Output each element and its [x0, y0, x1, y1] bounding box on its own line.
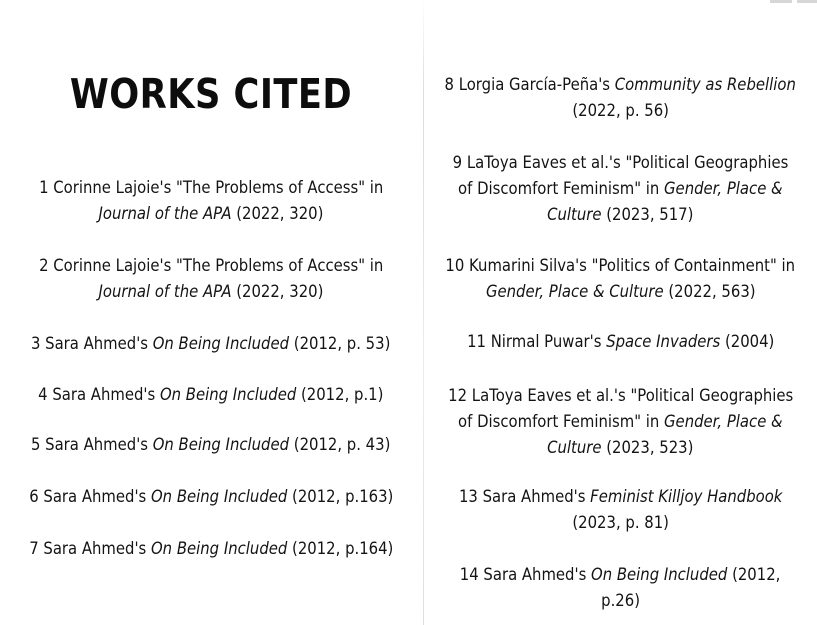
- citation-text: Sara Ahmed's: [43, 539, 151, 558]
- citation-source-title: On Being Included: [160, 385, 297, 404]
- citation-entry: [0, 253, 422, 305]
- citation-text: Sara Ahmed's: [483, 565, 592, 584]
- citation-source-title: Culture: [547, 438, 602, 457]
- citation-text: (2022, 320): [231, 204, 324, 223]
- citation-source-title: Gender, Place & Culture: [485, 282, 664, 301]
- citation-text: (2023, p. 81): [572, 513, 669, 532]
- citation-text: of Discomfort Feminism" in: [458, 179, 665, 198]
- citation-line: [459, 484, 782, 510]
- citation-entry: [0, 175, 422, 227]
- citation-entry: [424, 383, 817, 461]
- citation-line: [445, 72, 796, 98]
- citation-text: (2012, p. 43): [289, 435, 391, 454]
- citation-text: p.26): [601, 591, 640, 610]
- citation-number: 4: [38, 385, 48, 404]
- citation-line: [99, 201, 324, 227]
- citation-source-title: On Being Included: [153, 435, 290, 454]
- citation-source-title: On Being Included: [153, 334, 290, 353]
- citation-entry: [0, 484, 422, 510]
- citation-line: [29, 484, 393, 510]
- citation-source-title: Culture: [547, 205, 602, 224]
- citation-text: (2022, p. 56): [572, 101, 669, 120]
- citation-line: [448, 383, 793, 409]
- citation-entry: [0, 382, 422, 408]
- citation-text: Sara Ahmed's: [43, 487, 151, 506]
- citation-entry: [424, 484, 817, 536]
- citation-entry: [0, 432, 422, 458]
- citation-number: 12: [447, 386, 467, 405]
- citation-text: (2022, 563): [663, 282, 756, 301]
- citation-number: 11: [466, 332, 486, 351]
- citation-text: (2004): [720, 332, 775, 351]
- citation-text: Nirmal Puwar's: [490, 332, 606, 351]
- citation-text: (2023, 517): [601, 205, 694, 224]
- citation-source-title: On Being Included: [591, 565, 728, 584]
- citation-source-title: Space Invaders: [605, 332, 721, 351]
- citation-text: Lorgia García-Peña's: [458, 75, 616, 94]
- citation-line: [572, 510, 669, 536]
- citation-entry: [424, 72, 817, 124]
- citation-line: [572, 98, 669, 124]
- citation-line: [38, 382, 383, 408]
- citation-text: (2012, p.1): [296, 385, 384, 404]
- citation-text: (2012, p.164): [287, 539, 394, 558]
- citation-text: Sara Ahmed's: [52, 385, 161, 404]
- citation-source-title: Gender, Place &: [664, 179, 783, 198]
- citation-entry: [424, 253, 817, 305]
- citation-line: [547, 435, 693, 461]
- citation-line: [486, 279, 756, 305]
- citation-line: [601, 588, 640, 614]
- citation-source-title: On Being Included: [150, 487, 288, 506]
- citation-line: [99, 279, 324, 305]
- citation-text: (2023, 523): [601, 438, 694, 457]
- citation-number: 14: [460, 565, 480, 584]
- citation-text: Kumarini Silva's "Politics of Containment" in: [469, 256, 796, 275]
- citation-text: LaToya Eaves et al.'s "Political Geographies: [471, 386, 794, 405]
- citation-line: [31, 432, 390, 458]
- citation-text: (2022, 320): [231, 282, 324, 301]
- citation-text: (2012, p.163): [287, 487, 394, 506]
- citation-line: [446, 253, 796, 279]
- citation-source-title: Feminist Killjoy Handbook: [589, 487, 783, 506]
- citation-line: [460, 562, 781, 588]
- citation-text: of Discomfort Feminism" in: [458, 412, 665, 431]
- citation-line: [467, 329, 774, 355]
- citation-number: 10: [445, 256, 465, 275]
- citation-text: Sara Ahmed's: [482, 487, 590, 506]
- citation-line: [453, 150, 789, 176]
- citation-number: 13: [458, 487, 478, 506]
- citation-number: 5: [31, 435, 41, 454]
- citation-source-title: Gender, Place &: [664, 412, 783, 431]
- citation-number: 7: [28, 539, 39, 558]
- citation-text: Sara Ahmed's: [45, 334, 154, 353]
- citation-line: [458, 176, 783, 202]
- citation-entry: [0, 331, 422, 357]
- citation-source-title: Journal of the APA: [98, 282, 232, 301]
- citation-source-title: Community as Rebellion: [615, 75, 797, 94]
- scan-edge-mark: [797, 0, 817, 3]
- citation-text: Corinne Lajoie's "The Problems of Access" in: [53, 256, 384, 275]
- citation-entry: [424, 150, 817, 228]
- page-title: WORKS CITED: [69, 70, 353, 118]
- citation-number: 1: [38, 178, 49, 197]
- citation-entry: [424, 562, 817, 614]
- citation-line: [29, 536, 393, 562]
- citation-number: 8: [444, 75, 455, 94]
- citation-text: Corinne Lajoie's "The Problems of Access" in: [53, 178, 384, 197]
- citation-entry: [424, 329, 817, 355]
- citation-line: [39, 253, 383, 279]
- citation-entry: [0, 536, 422, 562]
- citation-number: 9: [452, 153, 463, 172]
- citation-number: 2: [38, 256, 49, 275]
- citation-text: (2012, p. 53): [289, 334, 391, 353]
- citation-text: (2012,: [727, 565, 781, 584]
- citation-number: 6: [28, 487, 39, 506]
- citation-text: Sara Ahmed's: [45, 435, 154, 454]
- citation-source-title: On Being Included: [150, 539, 288, 558]
- citation-line: [547, 202, 693, 228]
- citation-source-title: Journal of the APA: [98, 204, 232, 223]
- citation-text: LaToya Eaves et al.'s "Political Geographies: [466, 153, 789, 172]
- citation-line: [458, 409, 783, 435]
- citation-line: [39, 175, 383, 201]
- citation-number: 3: [31, 334, 41, 353]
- citation-line: [31, 331, 390, 357]
- scan-edge-mark: [770, 0, 792, 3]
